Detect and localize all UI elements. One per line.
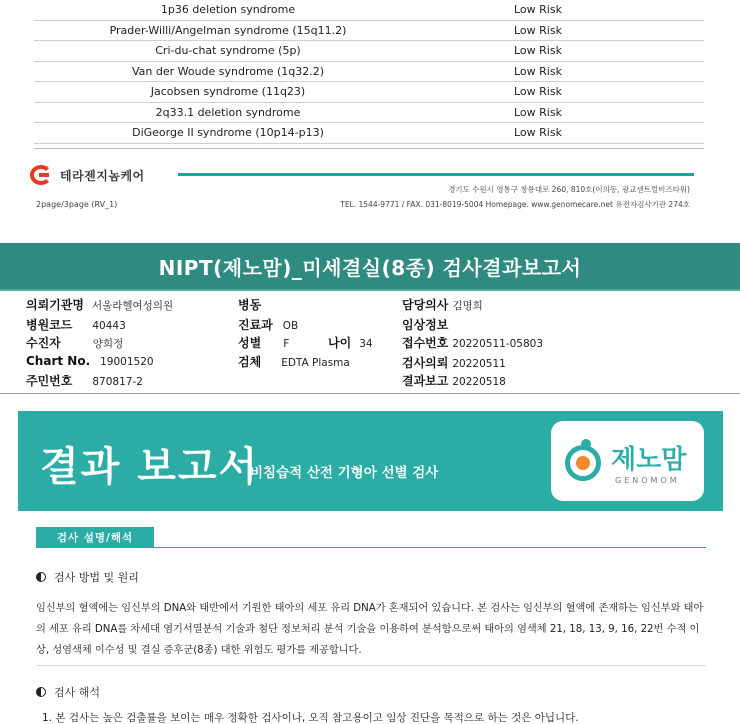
- paragraph-divider: [36, 665, 706, 666]
- table-row: [34, 21, 704, 42]
- clinical-label: 임상정보: [402, 318, 449, 332]
- report-date-field: [402, 372, 506, 389]
- receipt-value: 20220511-05803: [452, 338, 544, 350]
- interpretation-note: 1. 본 검사는 높은 검출률을 보이는 매우 정확한 검사이나, 오직 참고용이고 임상 진단을 목적으로 하는 것은 아닙니다.: [42, 712, 579, 724]
- company-logo: [30, 164, 145, 186]
- table-row: [34, 41, 704, 62]
- interpretation-heading: [36, 684, 100, 700]
- table-row: [34, 62, 704, 83]
- receipt-label: 접수번호: [402, 336, 449, 350]
- page-number: 2page/3page (RV_1): [36, 200, 118, 209]
- institution-value: 서울라헬여성의원: [91, 300, 174, 312]
- info-bottom-rule: [0, 393, 740, 394]
- dept-label: 진료과: [238, 318, 273, 332]
- report-date-value: 20220518: [452, 376, 506, 388]
- receipt-field: [402, 334, 543, 351]
- table-row: [34, 103, 704, 124]
- half-circle-bullet-icon: [36, 572, 46, 582]
- banner-headline: 결과 보고서: [40, 444, 260, 490]
- request-label: 검사의뢰: [402, 356, 449, 370]
- report-date-label: 결과보고: [402, 374, 449, 388]
- half-circle-bullet-icon: [36, 687, 46, 697]
- risk-value: Low Risk: [514, 126, 562, 140]
- syndrome-name: Jacobsen syndrome (11q23): [150, 85, 306, 99]
- syndrome-name: Van der Woude syndrome (1q32.2): [131, 64, 325, 78]
- company-mark-icon: [30, 164, 56, 186]
- sex-label: 성별: [238, 336, 262, 350]
- section-rule: [36, 547, 706, 548]
- banner-subtitle: 비침습적 산전 기형아 선별 검사: [250, 465, 439, 481]
- syndrome-name: Prader-Willi/Angelman syndrome (15q11.2): [109, 23, 347, 37]
- method-heading: [36, 569, 139, 585]
- dept-value: OB: [282, 320, 299, 332]
- syndrome-name: DiGeorge II syndrome (10p14-p13): [132, 126, 324, 140]
- institution-label: 의뢰기관명: [26, 298, 84, 312]
- patient-label: 수진자: [26, 336, 61, 350]
- sex-field: [238, 334, 289, 351]
- report-title-bar: [0, 243, 740, 289]
- doctor-label: 담당의사: [402, 298, 449, 312]
- table-row: [34, 0, 704, 21]
- doctor-value: 김명희: [452, 300, 483, 312]
- hospital-code-field: [26, 316, 126, 333]
- clinical-field: [402, 316, 448, 333]
- brand-name-en: GENOMOM: [615, 476, 680, 485]
- method-paragraph: 임신부의 혈액에는 임신부의 DNA와 태반에서 기원한 태아의 세포 유리 DNA가 혼재되어 있습니다. 본 검사는 임신부의 혈액에 존재하는 임신부와 태아의 세포 유리 DNA를 차세대 염기서열분석 기술과 첨단 정보처리 분석 기술을 이용하여 분석함으로써 태아의 염색체 21, 18, 13, 9, 16, 22번 수적 이상, 성염색체 이수성 및 결실 증후군(8종) 대한 위험도 평가를 제공합니다.: [36, 603, 704, 656]
- patient-value: 양희정: [92, 338, 124, 350]
- specimen-field: [238, 353, 350, 370]
- report-title: NIPT(제노맘)_미세결실(8종) 검사결과보고서: [158, 255, 582, 280]
- patient-field: [26, 334, 123, 351]
- table-row: [34, 123, 704, 144]
- genomom-logo: [551, 421, 704, 501]
- age-label: 나이: [328, 336, 352, 350]
- table-row: [34, 82, 704, 103]
- chart-field: [26, 354, 154, 368]
- company-contact: TEL. 1544-9771 / FAX. 031-8019-5004 Homepage. www.genomecare.net 유전자검사기관 274호: [340, 200, 690, 209]
- request-field: [402, 354, 506, 371]
- doctor-field: [402, 296, 483, 313]
- risk-value: Low Risk: [514, 105, 562, 119]
- hospital-code-value: 40443: [92, 320, 126, 332]
- risk-value: Low Risk: [514, 44, 562, 58]
- syndrome-name: Cri-du-chat syndrome (5p): [155, 44, 301, 58]
- institution-field: [26, 296, 173, 313]
- age-value: 34: [359, 338, 373, 350]
- age-field: [328, 334, 373, 351]
- ward-label: 병동: [238, 298, 262, 312]
- sex-value: F: [283, 338, 290, 350]
- resident-field: [26, 372, 143, 389]
- specimen-label: 검체: [238, 355, 262, 369]
- interpretation-heading-text: 검사 해석: [54, 686, 101, 699]
- risk-value: Low Risk: [514, 85, 562, 99]
- risk-value: Low Risk: [514, 64, 562, 78]
- syndrome-name: 1p36 deletion syndrome: [160, 3, 296, 17]
- company-address: 경기도 수원시 영통구 창룡대로 260, 810호(이의동, 광교센트럴비즈타워): [448, 185, 690, 194]
- company-name: 테라젠지놈케어: [60, 168, 145, 183]
- chart-label: Chart No.: [26, 354, 91, 368]
- specimen-value: EDTA Plasma: [281, 357, 350, 369]
- chart-value: 19001520: [100, 356, 154, 368]
- hospital-code-label: 병원코드: [26, 318, 73, 332]
- syndrome-name: 2q33.1 deletion syndrome: [155, 105, 301, 119]
- result-banner: [18, 411, 723, 511]
- brand-name-kr: 제노맘: [611, 445, 687, 475]
- risk-value: Low Risk: [514, 3, 562, 17]
- results-table: [34, 0, 704, 144]
- title-underline: [0, 289, 740, 291]
- genomom-emblem-icon: [565, 439, 605, 483]
- resident-label: 주민번호: [26, 374, 73, 388]
- request-value: 20220511: [452, 358, 506, 370]
- section-tab: 검사 설명/해석: [36, 527, 154, 547]
- risk-value: Low Risk: [514, 23, 562, 37]
- table-bottom-rule: [34, 148, 704, 149]
- dept-field: [238, 316, 298, 333]
- ward-field: [238, 296, 261, 313]
- resident-value: 870817-2: [92, 376, 143, 388]
- footer-rule: [178, 173, 694, 176]
- method-heading-text: 검사 방법 및 원리: [54, 571, 139, 584]
